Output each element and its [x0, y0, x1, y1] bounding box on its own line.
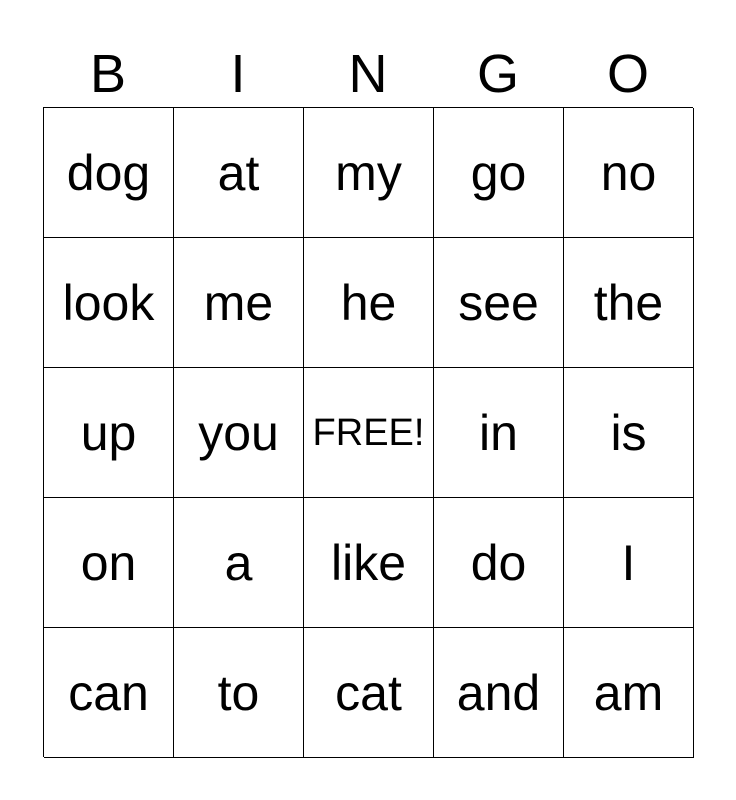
free-space-cell[interactable]: FREE! [304, 368, 434, 498]
bingo-cell[interactable]: look [44, 238, 174, 368]
bingo-cell[interactable]: cat [304, 628, 434, 758]
bingo-cell[interactable]: and [434, 628, 564, 758]
bingo-cell[interactable]: do [434, 498, 564, 628]
bingo-cell[interactable]: I [564, 498, 694, 628]
bingo-cell[interactable]: is [564, 368, 694, 498]
bingo-cell[interactable]: no [564, 108, 694, 238]
header-letter-g: G [476, 44, 519, 104]
header-letter-b: B [89, 44, 127, 104]
bingo-cell[interactable]: my [304, 108, 434, 238]
bingo-cell[interactable]: dog [44, 108, 174, 238]
bingo-cell[interactable]: you [174, 368, 304, 498]
bingo-cell[interactable]: in [434, 368, 564, 498]
bingo-cell[interactable]: at [174, 108, 304, 238]
bingo-cell[interactable]: up [44, 368, 174, 498]
bingo-cell[interactable]: can [44, 628, 174, 758]
bingo-cell[interactable]: a [174, 498, 304, 628]
bingo-cell[interactable]: see [434, 238, 564, 368]
bingo-cell[interactable]: the [564, 238, 694, 368]
header-letter-i: I [230, 44, 246, 104]
header-letter-n: N [348, 44, 388, 104]
bingo-board [43, 107, 693, 757]
bingo-cell[interactable]: me [174, 238, 304, 368]
bingo-cell[interactable]: to [174, 628, 304, 758]
bingo-cell[interactable]: like [304, 498, 434, 628]
header-letter-o: O [606, 44, 649, 104]
bingo-header [43, 40, 693, 108]
bingo-cell[interactable]: he [304, 238, 434, 368]
bingo-cell[interactable]: go [434, 108, 564, 238]
bingo-cell[interactable]: on [44, 498, 174, 628]
bingo-cell[interactable]: am [564, 628, 694, 758]
